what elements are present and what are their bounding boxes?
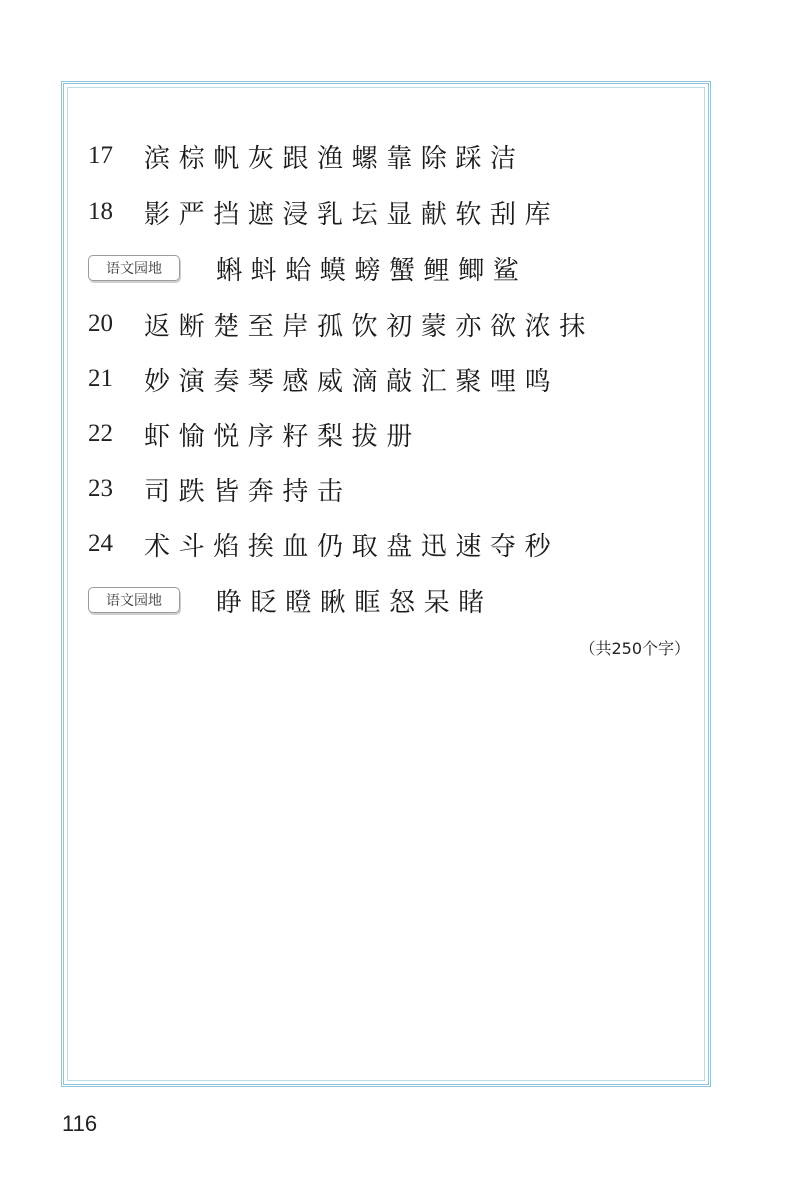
lesson-number: 24 bbox=[88, 530, 113, 557]
lesson-number: 17 bbox=[88, 142, 113, 169]
lesson-row-23 bbox=[88, 469, 352, 509]
yuwen-yuandi-badge: 语文园地 bbox=[88, 255, 180, 281]
character-list: 妙演奏琴感威滴敲汇聚哩鸣 bbox=[144, 366, 560, 397]
lesson-number: 18 bbox=[88, 198, 113, 225]
lesson-number: 20 bbox=[88, 310, 113, 337]
lesson-number: 22 bbox=[88, 420, 113, 447]
lesson-row-18 bbox=[88, 192, 559, 232]
character-list: 返断楚至岸孤饮初蒙亦欲浓抹 bbox=[144, 311, 594, 342]
lesson-row-24 bbox=[88, 524, 559, 564]
lesson-row-17 bbox=[88, 136, 525, 176]
character-list: 滨棕帆灰跟渔螺靠除踩洁 bbox=[144, 143, 525, 174]
character-list: 影严挡遮浸乳坛显献软刮库 bbox=[144, 199, 560, 230]
lesson-row-yuwen-yuandi-1 bbox=[88, 248, 527, 288]
page-number: 116 bbox=[62, 1111, 98, 1136]
total-count: （共250个字） bbox=[579, 639, 690, 658]
character-list: 司跌皆奔持击 bbox=[144, 476, 352, 507]
lesson-number: 21 bbox=[88, 365, 113, 392]
lesson-number: 23 bbox=[88, 475, 113, 502]
lesson-row-20 bbox=[88, 304, 594, 344]
lesson-row-21 bbox=[88, 359, 559, 399]
lesson-row-22 bbox=[88, 414, 421, 454]
yuwen-yuandi-badge: 语文园地 bbox=[88, 587, 180, 613]
lesson-row-yuwen-yuandi-2 bbox=[88, 580, 493, 620]
character-list: 蝌蚪蛤蟆螃蟹鲤鲫鲨 bbox=[216, 255, 528, 286]
character-list: 虾愉悦序籽梨拔册 bbox=[144, 421, 421, 452]
character-list: 睁眨瞪瞅眶怒呆睹 bbox=[216, 587, 493, 618]
character-list: 术斗焰挨血仍取盘迅速夺秒 bbox=[144, 531, 560, 562]
